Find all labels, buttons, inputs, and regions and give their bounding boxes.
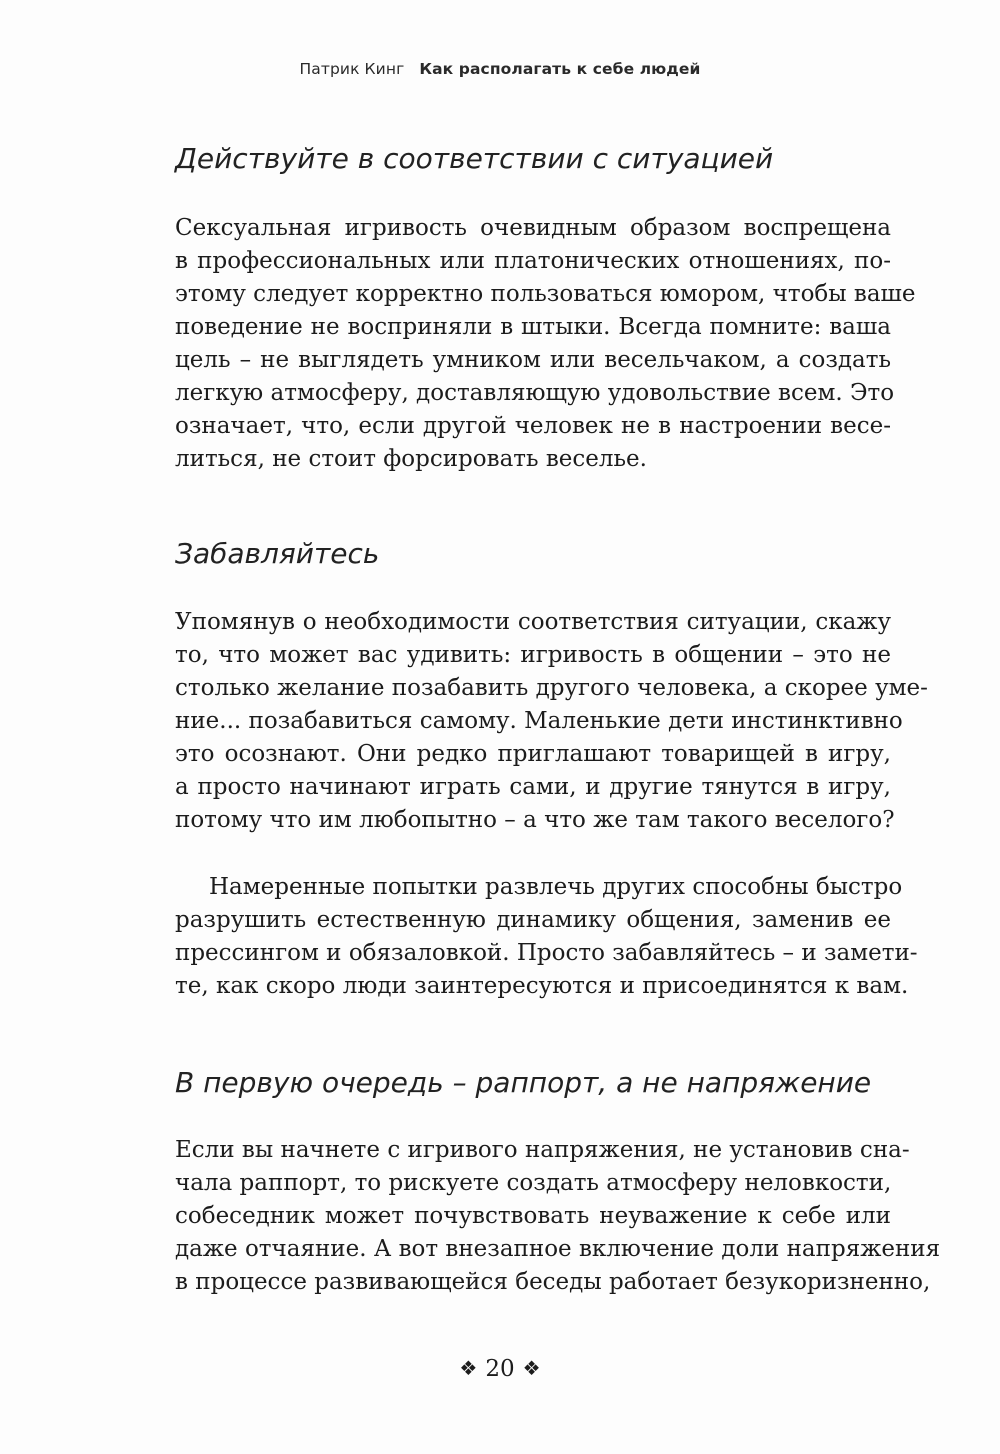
text-line: Упомянув о необходимости соответствия ситуации, скажу bbox=[175, 609, 891, 635]
paragraph bbox=[175, 1134, 941, 1299]
text-line: Если вы начнете с игривого напряжения, не установив сна- bbox=[175, 1137, 910, 1163]
header-author: Патрик Кинг bbox=[299, 60, 405, 78]
text-line: собеседник может почувствовать неуважение к себе или bbox=[175, 1203, 891, 1229]
text-line: Намеренные попытки развлечь других способны быстро bbox=[209, 874, 903, 900]
text-line: этому следует корректно пользоваться юмором, чтобы ваше bbox=[175, 281, 916, 307]
text-line: поведение не восприняли в штыки. Всегда помните: ваша bbox=[175, 314, 891, 340]
text-line: потому что им любопытно – а что же там такого веселого? bbox=[175, 807, 895, 833]
text-line: означает, что, если другой человек не в настроении весе- bbox=[175, 413, 891, 439]
section-heading: Забавляйтесь bbox=[175, 537, 380, 570]
section-heading: В первую очередь – раппорт, а не напряжение bbox=[175, 1066, 872, 1099]
section-heading: Действуйте в соответствии с ситуацией bbox=[175, 142, 774, 175]
header-book-title: Как располагать к себе людей bbox=[419, 60, 701, 78]
text-line: то, что может вас удивить: игривость в общении – это не bbox=[175, 642, 891, 668]
text-line: в профессиональных или платонических отношениях, по- bbox=[175, 248, 891, 274]
text-line: те, как скоро люди заинтересуются и присоединятся к вам. bbox=[175, 973, 909, 999]
text-line: цель – не выглядеть умником или весельчаком, а создать bbox=[175, 347, 891, 373]
paragraph bbox=[175, 871, 918, 1003]
text-line: разрушить естественную динамику общения, заменив ее bbox=[175, 907, 891, 933]
text-line: легкую атмосферу, доставляющую удовольствие всем. Это bbox=[175, 380, 895, 406]
ornament-right-icon: ❖ bbox=[522, 1356, 541, 1380]
text-line: прессингом и обязаловкой. Просто забавляйтесь – и замети- bbox=[175, 940, 918, 966]
page-number bbox=[0, 1356, 1000, 1382]
text-line: Сексуальная игривость очевидным образом воспрещена bbox=[175, 215, 891, 241]
page-number-value: 20 bbox=[485, 1356, 515, 1382]
text-line: это осознают. Они редко приглашают товарищей в игру, bbox=[175, 741, 891, 767]
running-header bbox=[0, 60, 1000, 78]
text-line: ние... позабавиться самому. Маленькие дети инстинктивно bbox=[175, 708, 903, 734]
ornament-left-icon: ❖ bbox=[459, 1356, 478, 1380]
text-line: чала раппорт, то рискуете создать атмосферу неловкости, bbox=[175, 1170, 892, 1196]
paragraph bbox=[175, 212, 916, 476]
text-line: даже отчаяние. А вот внезапное включение доли напряжения bbox=[175, 1236, 941, 1262]
text-line: а просто начинают играть сами, и другие тянутся в игру, bbox=[175, 774, 891, 800]
paragraph bbox=[175, 606, 928, 837]
text-line: литься, не стоит форсировать веселье. bbox=[175, 446, 647, 472]
text-line: столько желание позабавить другого человека, а скорее уме- bbox=[175, 675, 928, 701]
text-line: в процессе развивающейся беседы работает безукоризненно, bbox=[175, 1269, 931, 1295]
